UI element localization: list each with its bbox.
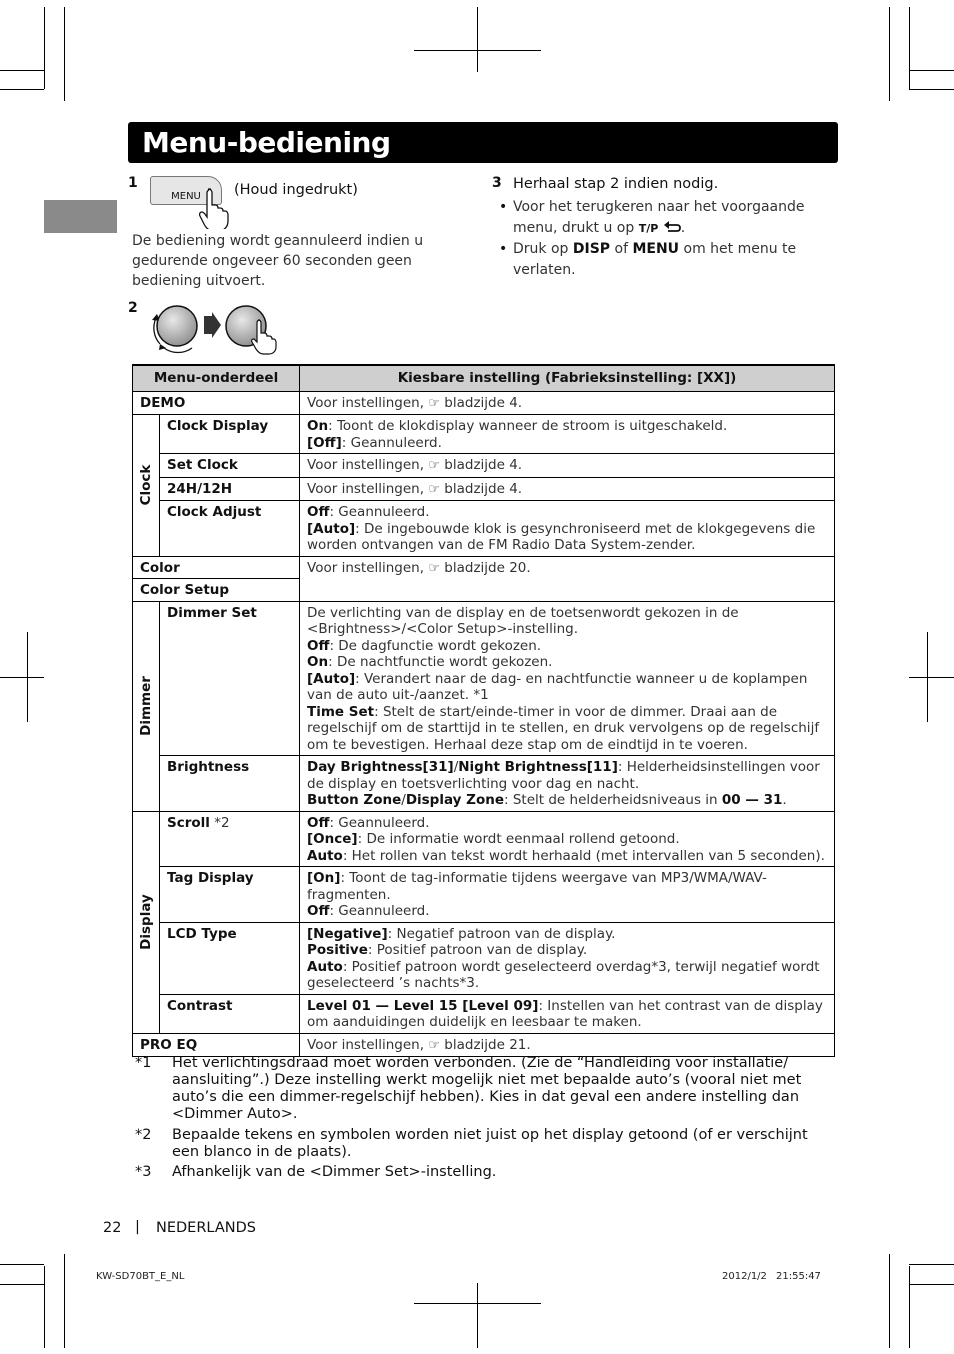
table-row: [133, 922, 835, 994]
table-row: [133, 556, 835, 579]
item-clock-display: Clock Display: [160, 415, 300, 454]
setting-scroll: Off: Geannuleerd. [Once]: De informatie wordt eenmaal rollend getoond. Auto: Het rollen van tekst wordt herhaald (met intervallen van 5 seconden).: [300, 811, 835, 867]
disp-key-label: DISP: [572, 241, 611, 257]
crop-mark: [0, 70, 44, 71]
crop-mark: [0, 1264, 44, 1265]
crop-mark: [0, 677, 44, 678]
step-3-number: 3: [492, 175, 502, 191]
reference-hand-icon: ☞: [428, 458, 440, 473]
print-time: 21:55:47: [776, 1271, 821, 1282]
control-dial-icon: [146, 298, 294, 358]
crop-mark: [909, 70, 954, 71]
table-row: [133, 867, 835, 923]
item-demo: DEMO: [133, 391, 300, 415]
item-dimmer-set: Dimmer Set: [160, 601, 300, 756]
reference-hand-icon: ☞: [428, 1037, 440, 1053]
item-clock-adjust: Clock Adjust: [160, 501, 300, 557]
table-row: [133, 1033, 835, 1057]
crop-mark: [477, 1283, 478, 1348]
bullet-back: • Voor het terugkeren naar het voorgaande menu, drukt u op T/P .: [497, 197, 817, 239]
menu-settings-table: [132, 364, 835, 1057]
table-row: [133, 415, 835, 454]
bullet-exit: • Druk op DISP of MENU om het menu te verlaten.: [497, 239, 817, 281]
crop-mark: [44, 7, 45, 89]
item-color: Color: [133, 556, 300, 579]
group-dimmer: Dimmer: [133, 601, 160, 811]
page-title: Menu-bediening: [142, 126, 391, 159]
tp-key-label: T/P: [638, 222, 659, 235]
table-row: [133, 501, 835, 557]
crop-mark: [909, 677, 954, 678]
table-row: [133, 994, 835, 1033]
crop-mark: [889, 1254, 890, 1348]
group-display: Display: [133, 811, 160, 1033]
group-clock: Clock: [133, 415, 160, 557]
file-name: KW-SD70BT_E_NL: [96, 1271, 185, 1282]
setting-clock-display: On: Toont de klokdisplay wanneer de stroom is uitgeschakeld. [Off]: Geannuleerd.: [300, 415, 835, 454]
setting-color: Voor instellingen, ☞ bladzijde 20.: [300, 556, 835, 601]
crop-mark: [64, 1254, 65, 1348]
setting-set-clock: Voor instellingen, ☞ bladzijde 4.: [300, 454, 835, 478]
table-row: [133, 756, 835, 812]
table-row: [133, 391, 835, 415]
step-2-number: 2: [128, 300, 138, 316]
hold-instruction: (Houd ingedrukt): [234, 182, 358, 198]
header-item: Menu-onderdeel: [133, 365, 300, 391]
crop-mark: [414, 1303, 541, 1304]
setting-lcd-type: [Negative]: Negatief patroon van de display. Positive: Positief patroon van de display. Auto: Positief patroon wordt geselecteerd overdag*3, terwijl negatief wordt geselecteerd ’s nachts*3.: [300, 922, 835, 994]
step-1-number: 1: [128, 175, 138, 191]
setting-tag-display: [On]: Toont de tag-informatie tijdens weergave van MP3/WMA/WAV-fragmenten. Off: Geannuleerd.: [300, 867, 835, 923]
footnote-2: *2 Bepaalde tekens en symbolen worden niet juist op het display getoond (of er verschijnt een blanco in de plaats).: [135, 1127, 808, 1160]
setting-clock-adjust: Off: Geannuleerd. [Auto]: De ingebouwde klok is gesynchroniseerd met de klokgegevens die worden ontvangen van de FM Radio Data System-zender.: [300, 501, 835, 557]
reference-hand-icon: ☞: [428, 560, 440, 576]
setting-24h-12h: Voor instellingen, ☞ bladzijde 4.: [300, 477, 835, 501]
crop-mark: [64, 7, 65, 101]
cancel-note: De bediening wordt geannuleerd indien u gedurende ongeveer 60 seconden geen bediening uitvoert.: [132, 233, 424, 289]
item-color-setup: Color Setup: [133, 579, 300, 602]
crop-mark: [0, 1284, 44, 1285]
table-header: [133, 365, 835, 391]
crop-mark: [0, 89, 44, 90]
step-3-bullets: [497, 197, 817, 281]
crop-mark: [909, 1264, 954, 1265]
crop-mark: [44, 1266, 45, 1348]
print-date: 2012/1/2: [722, 1271, 767, 1282]
crop-mark: [909, 1284, 954, 1285]
page-number: 22: [103, 1220, 122, 1236]
menu-key-label: MENU: [632, 241, 680, 257]
header-setting: Kiesbare instelling (Fabrieksinstelling: [XX]): [300, 365, 835, 391]
setting-brightness: Day Brightness[31]/Night Brightness[11]: Helderheidsinstellingen voor de display en toetsverlichting voor dag en nacht. Button Zone/Display Zone: Stelt de helderheidsniveaus in 00 — 31.: [300, 756, 835, 812]
footnote-3: *3 Afhankelijk van de <Dimmer Set>-instelling.: [135, 1164, 497, 1180]
reference-hand-icon: ☞: [428, 395, 440, 411]
crop-mark: [909, 1266, 910, 1348]
section-tab: [44, 200, 117, 233]
setting-dimmer-set: De verlichting van de display en de toetsenwordt gekozen in de <Brightness>/<Color Setup>-instelling. Off: De dagfunctie wordt gekozen. On: De nachtfunctie wordt gekozen. [Auto]: Verandert naar de dag- en nachtfunctie wanneer u de koplampen van de auto uit-/aanzet. *1 Time Set: Stelt de start/einde-timer in voor de dimmer. Draai aan de regelschijf om de starttijd in te stellen, en druk vervolgens op de regelschijf om te bevestigen. Herhaal deze stap om de eindtijd in te voeren.: [300, 601, 835, 756]
setting-contrast: Level 01 — Level 15 [Level 09]: Instellen van het contrast van de display om aanduidingen duidelijk en leesbaar te maken.: [300, 994, 835, 1033]
setting-demo: Voor instellingen, ☞ bladzijde 4.: [300, 391, 835, 415]
back-arrow-icon: [663, 220, 681, 232]
menu-key-label: MENU: [171, 191, 201, 202]
item-scroll: Scroll *2: [160, 811, 300, 867]
footer-separator: |: [135, 1219, 140, 1235]
setting-pro-eq: Voor instellingen, ☞ bladzijde 21.: [300, 1033, 835, 1057]
item-contrast: Contrast: [160, 994, 300, 1033]
crop-mark: [909, 89, 954, 90]
reference-hand-icon: ☞: [428, 481, 440, 497]
footnote-1: *1 Het verlichtingsdraad moet worden verbonden. (Zie de “Handleiding voor installatie/ aansluiting”.) Deze instelling werkt mogelijk niet met bepaalde auto’s (vooral niet met auto’s die een dimmer-regelschijf hebben). Kies in dat geval een andere instelling dan <Dimmer Auto>.: [135, 1055, 802, 1122]
crop-mark: [414, 50, 541, 51]
crop-mark: [477, 7, 478, 72]
table-row: [133, 454, 835, 478]
crop-mark: [909, 7, 910, 89]
item-lcd-type: LCD Type: [160, 922, 300, 994]
item-pro-eq: PRO EQ: [133, 1033, 300, 1057]
table-row: [133, 601, 835, 756]
item-tag-display: Tag Display: [160, 867, 300, 923]
step-3-text: Herhaal stap 2 indien nodig.: [513, 176, 719, 192]
table-row: [133, 477, 835, 501]
language-label: NEDERLANDS: [156, 1220, 256, 1236]
item-set-clock: Set Clock: [160, 454, 300, 478]
item-brightness: Brightness: [160, 756, 300, 812]
item-24h-12h: 24H/12H: [160, 477, 300, 501]
table-row: [133, 811, 835, 867]
crop-mark: [889, 7, 890, 101]
